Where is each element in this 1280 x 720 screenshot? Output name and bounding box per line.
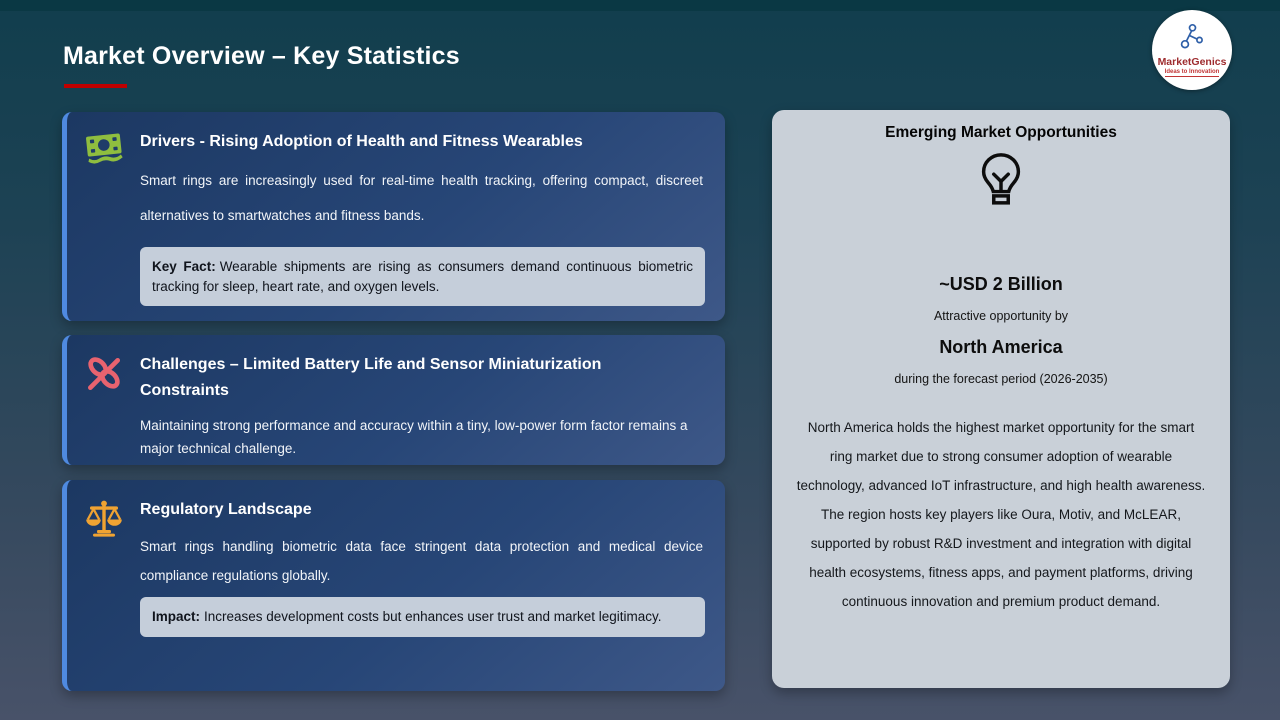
- page-title: Market Overview – Key Statistics: [63, 42, 460, 70]
- drivers-card: [62, 112, 725, 321]
- challenges-card: [62, 335, 725, 465]
- key-fact-text: Wearable shipments are rising as consumers demand continuous biometric tracking for sleep, heart rate, and oxygen levels.: [152, 259, 693, 294]
- regulatory-card-body: Smart rings handling biometric data face stringent data protection and medical device compliance regulations globally.: [140, 539, 703, 584]
- challenges-card-body: Maintaining strong performance and accuracy within a tiny, low-power form factor remains a major technical challenge.: [140, 417, 688, 457]
- impact-label: Impact:: [152, 609, 201, 625]
- regulatory-card: [62, 480, 725, 691]
- title-underline: [64, 84, 127, 88]
- challenges-card-title: Challenges – Limited Battery Life and Sensor Miniaturization Constraints: [140, 356, 602, 400]
- key-fact-label: Key Fact:: [152, 259, 216, 275]
- panel-title: Emerging Market Opportunities: [885, 124, 1117, 141]
- scales-icon: [83, 499, 125, 675]
- opportunity-value: ~USD 2 Billion: [939, 274, 1063, 294]
- impact-callout: [140, 597, 705, 637]
- company-logo: [1152, 10, 1232, 90]
- key-fact-callout: [140, 247, 705, 306]
- opportunity-caption: Attractive opportunity by: [933, 309, 1069, 323]
- opportunity-period: during the forecast period (2026-2035): [894, 372, 1108, 386]
- banknote-icon: [84, 131, 124, 306]
- impact-text: Increases development costs but enhances user trust and market legitimacy.: [204, 609, 662, 625]
- emerging-opportunities-panel: [772, 110, 1230, 688]
- opportunity-region: North America: [939, 337, 1063, 357]
- drivers-card-body: Smart rings are increasingly used for real-time health tracking, offering compact, discreet alternatives to smartwatches and fitness bands.: [140, 173, 703, 223]
- opportunity-description: North America holds the highest market opportunity for the smart ring market due to strong consumer adoption of wearable technology, advanced IoT infrastructure, and high health awareness. The region hosts key players like Oura, Motiv, and McLEAR, supported by robust R&D investment and integration with digital health ecosystems, fitness apps, and payment platforms, driving continuous innovation and premium product demand.: [796, 420, 1206, 610]
- regulatory-card-title: Regulatory Landscape: [140, 501, 312, 518]
- broken-link-icon: [84, 354, 124, 461]
- logo-tagline-text: Ideas to Innovation: [1164, 69, 1220, 75]
- top-accent-bar: [0, 0, 1280, 11]
- logo-brand-text: MarketGenics: [1157, 56, 1227, 68]
- lightbulb-icon: [795, 151, 1207, 212]
- molecule-network-icon: [1177, 23, 1207, 55]
- drivers-card-title: Drivers - Rising Adoption of Health and Fitness Wearables: [140, 133, 583, 150]
